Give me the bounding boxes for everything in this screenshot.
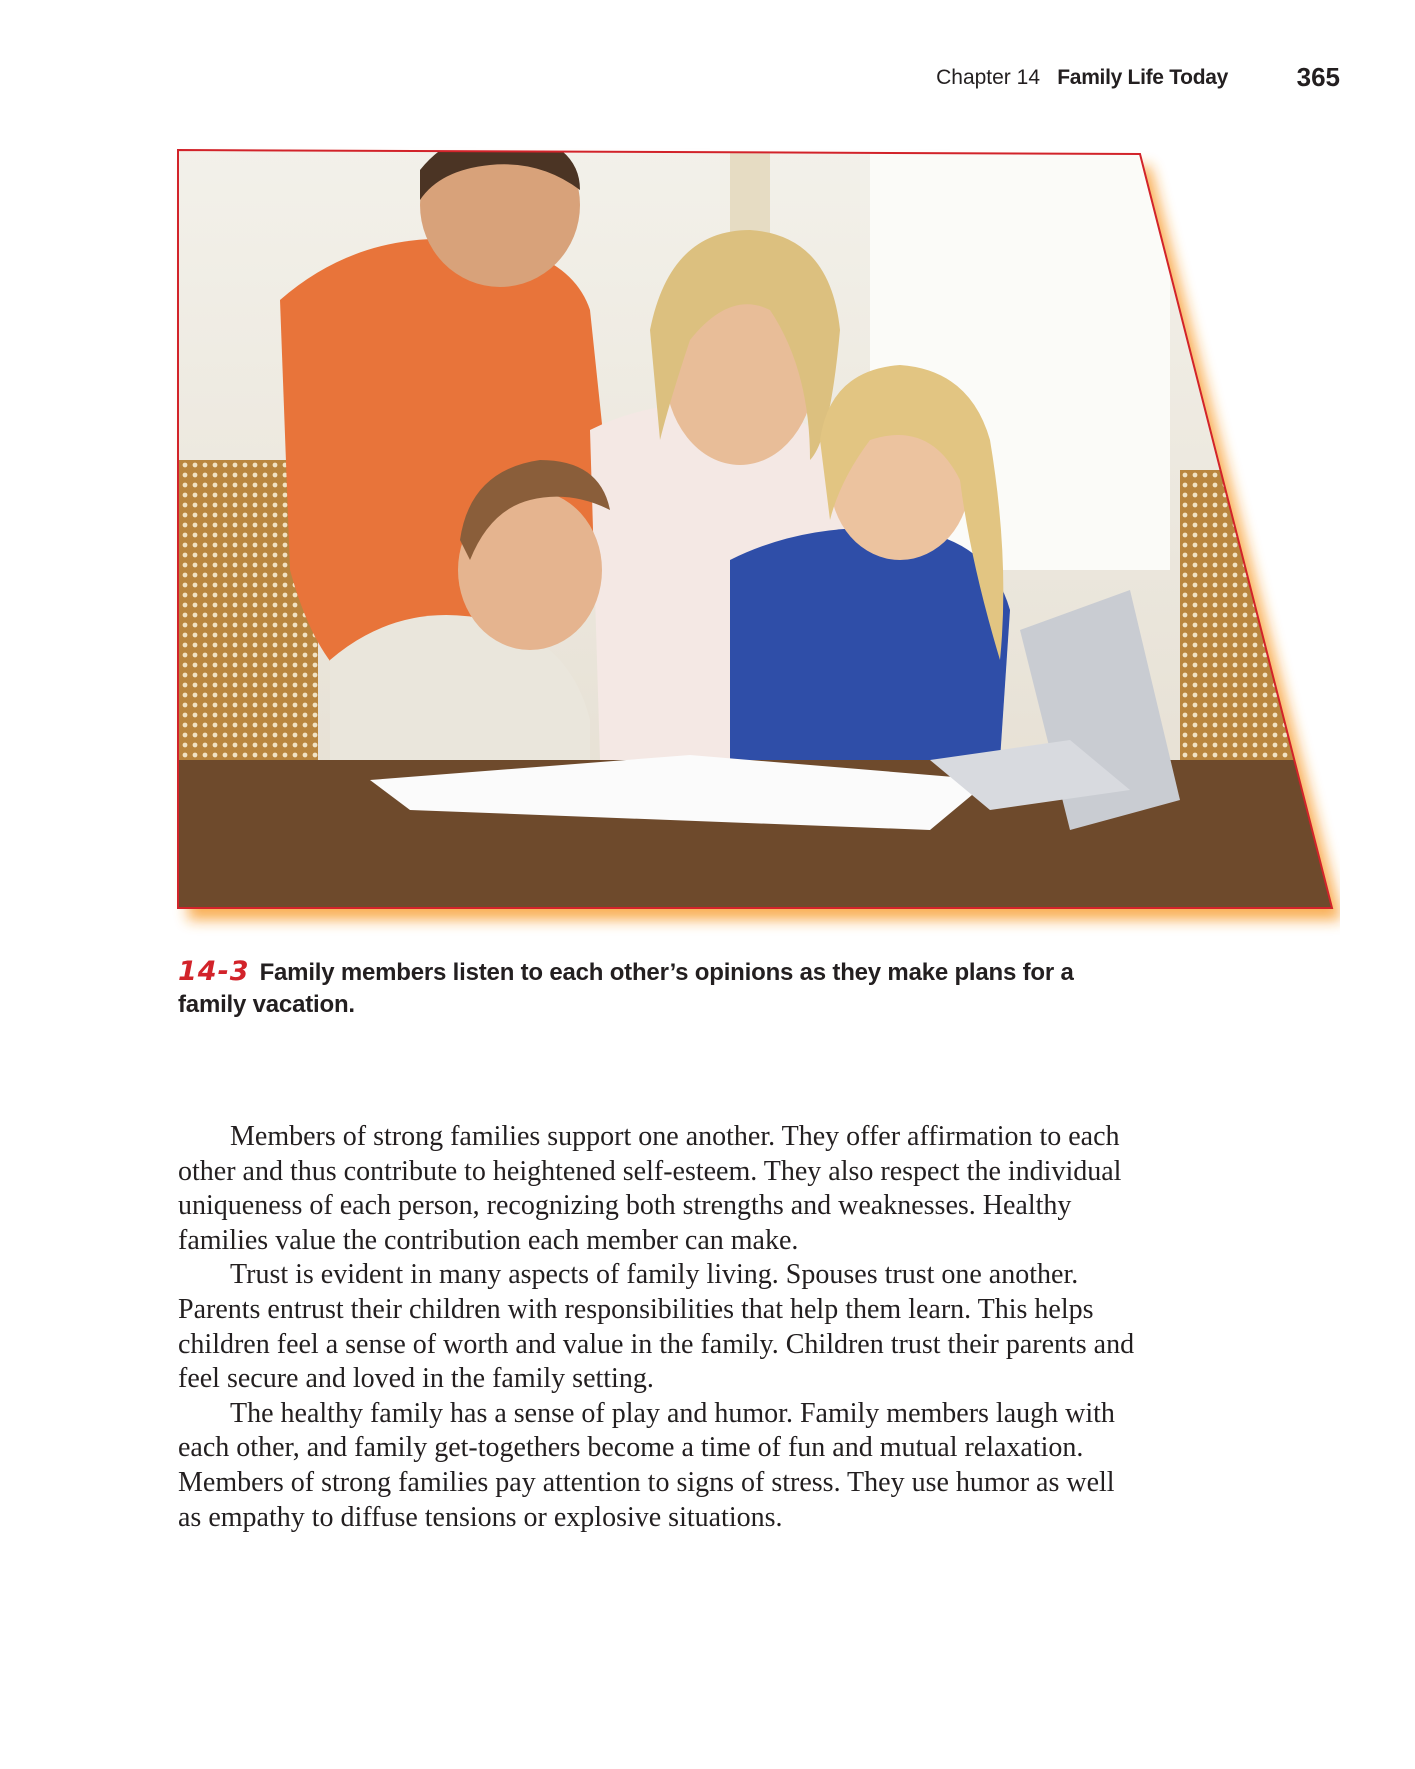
paragraph-3: The healthy family has a sense of play and humor. Family members laugh with each other, and family get-togethers become a time of fun and mutual relaxation. Members of strong families pay attention to signs of stress. They use humor as well as empathy to diffuse tensions or explosive situations. bbox=[178, 1397, 1115, 1533]
family-photo bbox=[170, 140, 1340, 940]
figure-caption bbox=[178, 956, 1138, 1021]
caption-text: Family members listen to each other’s opinions as they make plans for a family vacation. bbox=[178, 959, 1074, 1018]
photo-scene bbox=[170, 140, 1340, 940]
running-head bbox=[760, 62, 1340, 92]
figure-number: 14-3 bbox=[178, 956, 250, 987]
page-number: 365 bbox=[1296, 62, 1340, 92]
chair-right bbox=[1180, 470, 1330, 770]
figure-photo bbox=[170, 140, 1340, 940]
paragraph-1: Members of strong families support one another. They offer affirmation to each other and thus contribute to heightened self-esteem. They also respect the individual uniqueness of each person, recognizing both strengths and weaknesses. Healthy families value the contribution each member can make. bbox=[178, 1121, 1122, 1256]
body-text bbox=[178, 1120, 1138, 1535]
chapter-label: Chapter 14 bbox=[936, 66, 1040, 89]
paragraph-2: Trust is evident in many aspects of family living. Spouses trust one another. Parents entrust their children with responsibilities that help them learn. This helps children feel a sense of worth and value in the family. Children trust their parents and feel secure and loved in the family setting. bbox=[178, 1259, 1135, 1395]
chapter-title: Family Life Today bbox=[1057, 66, 1228, 89]
